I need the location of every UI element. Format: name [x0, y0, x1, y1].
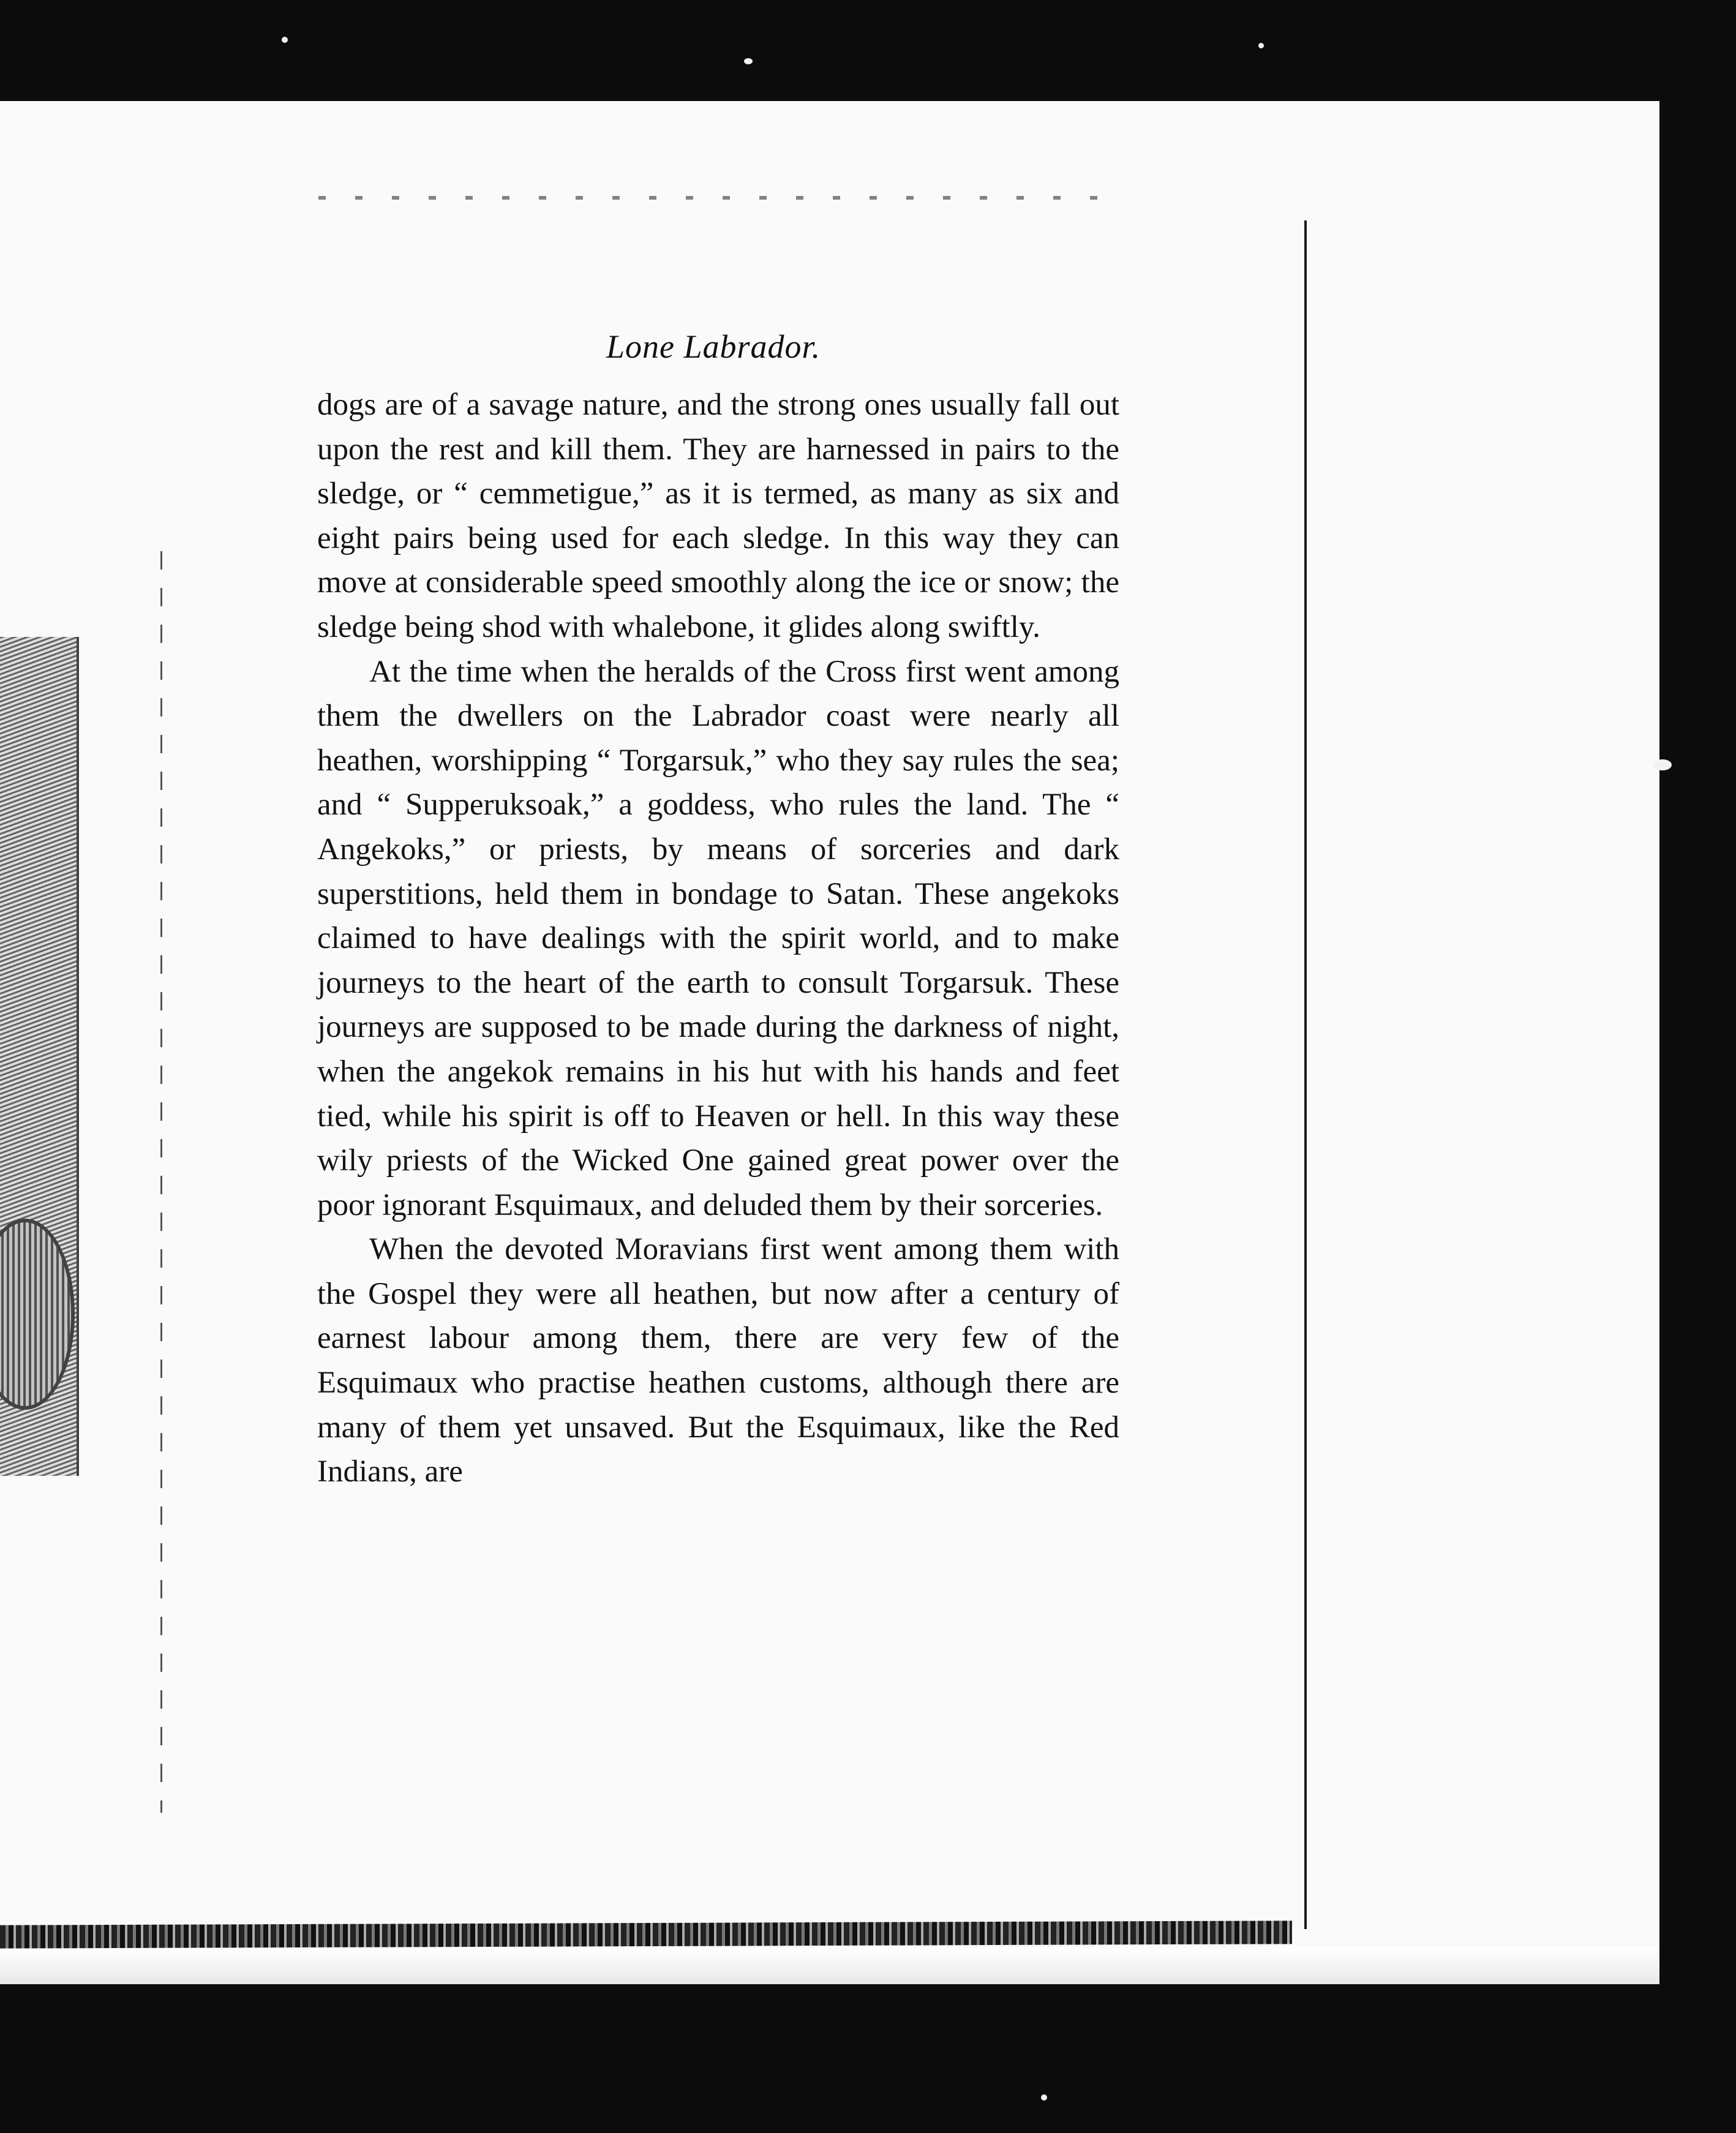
- dust-speck: [744, 58, 753, 64]
- bottom-page-border: [0, 1920, 1292, 1948]
- running-head: Lone Labrador.: [606, 328, 821, 365]
- top-scan-marks: [318, 196, 1127, 200]
- body-text: [317, 383, 1119, 1494]
- dust-speck: [1258, 43, 1264, 48]
- right-page-border: [1304, 220, 1307, 1929]
- dust-speck: [1041, 2094, 1047, 2101]
- paragraph-2: At the time when the heralds of the Cross first went among them the dwellers on the Labrador coast were nearly all heathen, worshipping “ Torgarsuk,” who they say rules the sea; and “ Supperuksoak,” a goddess, who rules the land. The “ Angekoks,” or priests, by means of sorceries and dark superstitions, held them in bondage to Satan. These angekoks claimed to have dealings with the spirit world, and to make journeys to the heart of the earth to consult Torgarsuk. These journeys are supposed to be made during the darkness of night, when the angekok remains in his hut with his hands and feet tied, while his spirit is off to Heaven or hell. In this way these wily priests of the Wicked One gained great power over the poor ignorant Esquimaux, and deluded them by their sorceries.: [317, 654, 1119, 1222]
- dust-speck: [1653, 759, 1672, 770]
- facing-page-engraving: [0, 637, 79, 1476]
- page-edge: [0, 1947, 1659, 1984]
- dust-speck: [282, 37, 288, 43]
- gutter-line: [160, 551, 162, 1813]
- paragraph-3: When the devoted Moravians first went among them with the Gospel they were all heathen, but now after a century of earnest labour among them, there are very few of the Esquimaux who practise heathen customs, although there are many of them yet unsaved. But the Esquimaux, like the Red Indians, are: [317, 1232, 1119, 1489]
- engraving-oval-detail: [0, 1219, 75, 1410]
- paragraph-1: dogs are of a savage nature, and the strong ones usually fall out upon the rest and kill them. They are harnessed in pairs to the sledge, or “ cemmetigue,” as it is termed, as many as six and eight pairs being used for each sledge. In this way they can move at considerable speed smoothly along the ice or snow; the sledge being shod with whalebone, it glides along swiftly.: [317, 388, 1119, 644]
